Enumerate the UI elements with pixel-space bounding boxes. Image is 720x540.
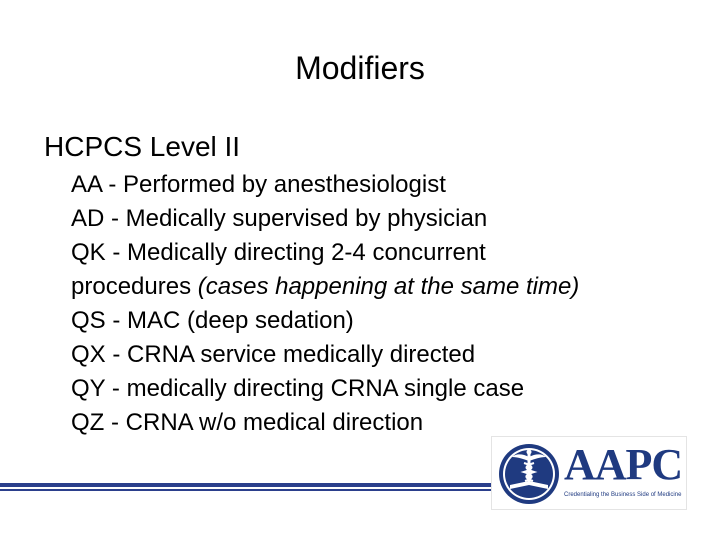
list-item: AD - Medically supervised by physician: [71, 205, 488, 232]
list-item: QZ - CRNA w/o medical direction: [71, 409, 424, 436]
section-heading: HCPCS Level II: [44, 131, 241, 162]
list-item: QY - medically directing CRNA single case: [71, 375, 525, 402]
slide-title: Modifiers: [295, 50, 425, 86]
list-item-line2: [71, 270, 691, 304]
aapc-logo: [491, 436, 687, 510]
logo-tagline: Credentialing the Business Side of Medicine: [564, 492, 682, 498]
list-item: [71, 236, 691, 304]
footer-rule-thin: [0, 489, 500, 491]
list-item: QS - MAC (deep sedation): [71, 307, 354, 334]
list-item-note: (cases happening at the same time): [197, 273, 580, 300]
list-item-line2-text: procedures: [71, 273, 198, 300]
list-item: QX - CRNA service medically directed: [71, 341, 476, 368]
list-item: AA - Performed by anesthesiologist: [71, 171, 446, 198]
logo-wordmark: AAPC: [564, 440, 683, 489]
footer-rule-thick: [0, 483, 500, 487]
caduceus-book-icon: [498, 441, 560, 512]
modifier-list: [71, 168, 691, 440]
list-item-line1: QK - Medically directing 2-4 concurrent: [71, 239, 486, 266]
